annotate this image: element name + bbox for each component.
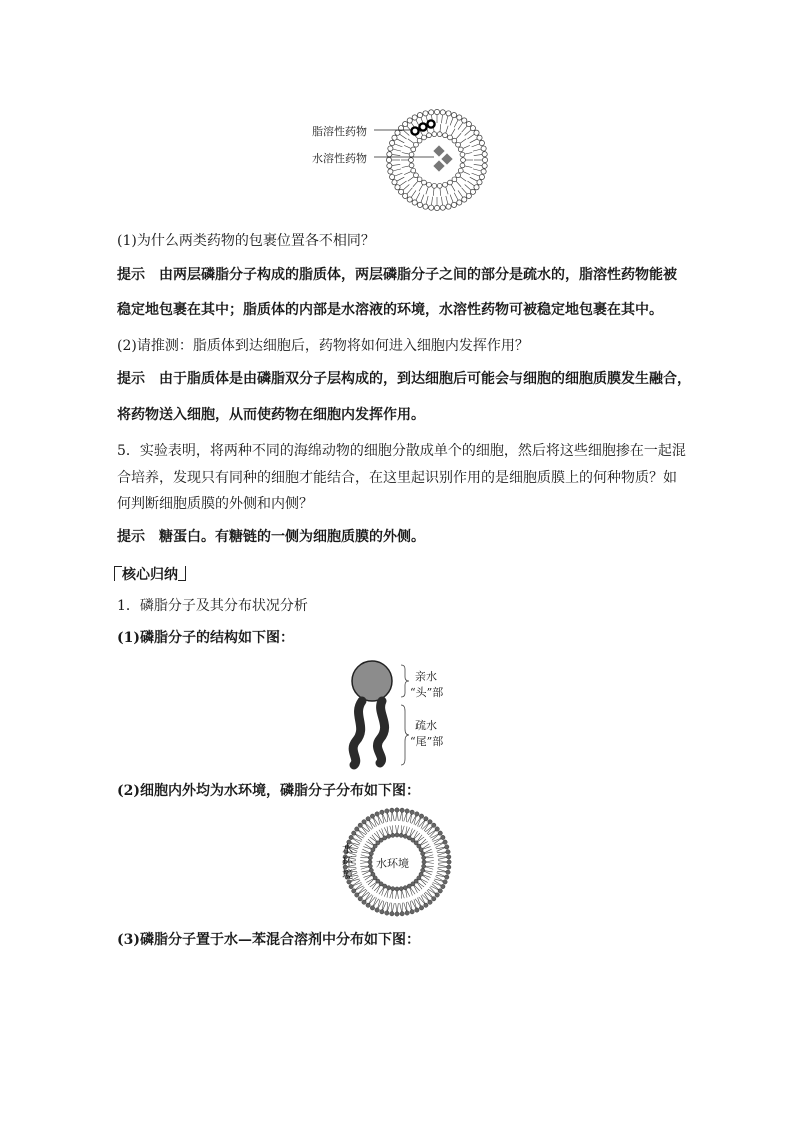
answer-2-line-1: 提示 由于脂质体是由磷脂双分子层构成的，到达细胞后可能会与细胞的细胞质膜发生融合， [117, 371, 691, 387]
section-heading [114, 565, 186, 585]
outer-lipid-head [375, 812, 379, 816]
outer-lipid-head [434, 109, 439, 114]
outer-lipid-head [388, 169, 393, 174]
outer-lipid-head [470, 189, 475, 194]
outer-lipid-head [358, 897, 362, 901]
outer-lipid-head [390, 174, 395, 179]
outer-lipid-head [355, 893, 359, 897]
outer-lipid-head [392, 135, 397, 140]
hydrophilic-head [352, 661, 392, 701]
outer-lipid-head [405, 911, 409, 915]
outer-lipid-head [477, 135, 482, 140]
tail-label-2: “尾”部 [410, 735, 444, 748]
inner-lipid-head [456, 142, 461, 147]
inner-lipid-head [391, 833, 395, 837]
head-brace [401, 665, 409, 697]
inner-lipid-head [383, 836, 387, 840]
inner-lipid-head [419, 848, 423, 852]
inner-lipid-head [403, 886, 407, 890]
inner-lipid-head [369, 852, 373, 856]
outer-lipid-head [375, 908, 379, 912]
section-sub-2: (2)细胞内外均为水环境，磷脂分子分布如下图： [117, 783, 420, 799]
lipid-soluble-drug [411, 127, 418, 134]
inner-lipid-head [411, 168, 416, 173]
tail-label-1: 疏水 [415, 719, 437, 732]
head-label-2: “头”部 [410, 686, 444, 699]
outer-lipid-head [419, 906, 423, 910]
inner-lipid-head [395, 833, 399, 837]
inner-lipid-head [421, 852, 425, 856]
answer-1-line-2: 稳定地包裹在其中；脂质体的内部是水溶液的环境，水溶性药物可被稳定地包裹在其中。 [117, 302, 663, 318]
outer-lipid-head [362, 900, 366, 904]
inner-lipid-head [399, 887, 403, 891]
outer-lipid-head [446, 204, 451, 209]
outer-lipid-head [395, 185, 400, 190]
inner-lipid-head [421, 868, 425, 872]
outside-water-label: 水环境 [342, 842, 353, 881]
outer-lipid-head [479, 174, 484, 179]
inner-lipid-head [387, 886, 391, 890]
outer-lipid-head [474, 130, 479, 135]
outer-lipid-head [441, 884, 445, 888]
inner-lipid-head [391, 887, 395, 891]
outer-lipid-head [390, 808, 394, 812]
outer-lipid-head [441, 835, 445, 839]
inner-lipid-head [432, 132, 437, 137]
outer-lipid-head [387, 163, 392, 168]
outer-lipid-head [466, 121, 471, 126]
inner-lipid-head [437, 183, 442, 188]
outer-lipid-head [447, 865, 451, 869]
outer-lipid-head [432, 823, 436, 827]
inner-lipid-head [432, 183, 437, 188]
outer-lipid-head [457, 115, 462, 120]
outer-lipid-head [432, 897, 436, 901]
inner-lipid-head [399, 833, 403, 837]
outer-lipid-head [438, 831, 442, 835]
phospholipid-diagram [0, 655, 794, 785]
outer-lipid-head [462, 197, 467, 202]
outer-lipid-head [412, 200, 417, 205]
outer-lipid-head [482, 163, 487, 168]
inner-lipid-head [461, 158, 466, 163]
outer-lipid-head [415, 908, 419, 912]
outer-lipid-head [352, 831, 356, 835]
outer-lipid-head [434, 205, 439, 210]
outer-lipid-head [370, 814, 374, 818]
section-item-1: 1．磷脂分子及其分布状况分析 [117, 598, 308, 614]
outer-lipid-head [440, 205, 445, 210]
outer-lipid-head [349, 884, 353, 888]
inner-lipid-head [422, 180, 427, 185]
lipid-soluble-drug [427, 120, 434, 127]
hydrophobic-tail-right [377, 701, 384, 763]
outer-lipid-head [362, 820, 366, 824]
inner-lipid-head [368, 856, 372, 860]
outer-lipid-head [462, 118, 467, 123]
inner-lipid-head [369, 868, 373, 872]
liposome-diagram [0, 0, 794, 230]
inner-lipid-head [403, 834, 407, 838]
inner-lipid-head [427, 182, 432, 187]
inner-lipid-head [443, 182, 448, 187]
inner-lipid-head [411, 147, 416, 152]
outer-lipid-head [429, 205, 434, 210]
outer-lipid-head [428, 820, 432, 824]
outer-lipid-head [424, 817, 428, 821]
outer-lipid-head [366, 817, 370, 821]
head-label-1: 亲水 [415, 670, 437, 683]
outer-lipid-head [407, 118, 412, 123]
outer-lipid-head [481, 169, 486, 174]
inner-lipid-head [409, 158, 414, 163]
outer-lipid-head [443, 840, 447, 844]
outer-lipid-head [470, 126, 475, 131]
lipid-soluble-drug [419, 123, 426, 130]
inner-lipid-head [460, 163, 465, 168]
outer-lipid-head [385, 911, 389, 915]
outer-lipid-head [438, 889, 442, 893]
section-heading-text: 核心归纳 [122, 567, 178, 583]
inner-lipid-head [395, 887, 399, 891]
outer-lipid-head [385, 809, 389, 813]
outer-lipid-head [428, 900, 432, 904]
question-5-line-2: 合培养，发现只有同种的细胞才能结合，在这里起识别作用的是细胞质膜上的何种物质？如 [117, 470, 677, 486]
inner-lipid-head [422, 856, 426, 860]
outer-lipid-head [410, 810, 414, 814]
outer-lipid-head [380, 810, 384, 814]
outer-lipid-head [403, 121, 408, 126]
water-soluble-drug [433, 145, 444, 156]
inner-lipid-head [448, 180, 453, 185]
outer-lipid-head [482, 157, 487, 162]
outer-lipid-head [403, 193, 408, 198]
outer-lipid-head [380, 910, 384, 914]
inner-lipid-head [452, 177, 457, 182]
inner-lipid-head [427, 133, 432, 138]
outer-lipid-head [445, 875, 449, 879]
outer-lipid-head [415, 812, 419, 816]
outer-lipid-head [445, 845, 449, 849]
outer-lipid-head [387, 152, 392, 157]
inner-lipid-head [448, 135, 453, 140]
answer-2-line-2: 将药物送入细胞，从而使药物在细胞内发挥作用。 [117, 407, 425, 423]
outer-lipid-head [435, 827, 439, 831]
outer-lipid-head [400, 808, 404, 812]
outer-lipid-head [446, 870, 450, 874]
inside-water-label: 水环境 [376, 857, 409, 870]
outer-lipid-head [424, 903, 428, 907]
inner-lipid-head [414, 142, 419, 147]
inner-lipid-head [387, 834, 391, 838]
inner-lipid-head [368, 860, 372, 864]
inner-lipid-head [409, 152, 414, 157]
outer-lipid-head [417, 113, 422, 118]
outer-lipid-head [451, 113, 456, 118]
outer-lipid-head [435, 893, 439, 897]
outer-lipid-head [479, 140, 484, 145]
outer-lipid-head [395, 912, 399, 916]
outer-lipid-head [386, 157, 391, 162]
water-soluble-drug [441, 153, 452, 164]
outer-lipid-head [355, 827, 359, 831]
outer-lipid-head [423, 111, 428, 116]
outer-lipid-head [392, 180, 397, 185]
question-1: (1)为什么两类药物的包裹位置各不相同？ [117, 233, 375, 249]
inner-lipid-head [443, 133, 448, 138]
outer-lipid-head [474, 185, 479, 190]
inner-lipid-head [422, 860, 426, 864]
outer-lipid-head [352, 889, 356, 893]
outer-lipid-head [429, 110, 434, 115]
answer-5: 提示 糖蛋白。有糖链的一侧为细胞质膜的外侧。 [117, 529, 425, 545]
outer-lipid-head [447, 855, 451, 859]
inner-lipid-head [407, 884, 411, 888]
inner-lipid-head [417, 138, 422, 143]
outer-lipid-head [405, 809, 409, 813]
question-2: (2)请推测：脂质体到达细胞后，药物将如何进入细胞内发挥作用？ [117, 338, 529, 354]
inner-lipid-head [368, 864, 372, 868]
inner-lipid-head [417, 177, 422, 182]
outer-lipid-head [457, 200, 462, 205]
outer-lipid-head [482, 152, 487, 157]
outer-lipid-head [358, 823, 362, 827]
water-soluble-drug [433, 160, 444, 171]
inner-lipid-head [437, 132, 442, 137]
outer-lipid-head [395, 808, 399, 812]
inner-lipid-head [460, 152, 465, 157]
section-sub-3: (3)磷脂分子置于水—苯混合溶剂中分布如下图： [117, 932, 420, 948]
hydrophobic-tail-left [353, 701, 362, 765]
outer-lipid-head [390, 140, 395, 145]
outer-lipid-head [440, 110, 445, 115]
section-sub-1: (1)磷脂分子的结构如下图： [117, 630, 294, 646]
outer-lipid-head [390, 912, 394, 916]
outer-lipid-head [477, 180, 482, 185]
inner-lipid-head [458, 168, 463, 173]
outer-lipid-head [481, 146, 486, 151]
outer-lipid-head [447, 860, 451, 864]
outer-lipid-head [398, 189, 403, 194]
outer-lipid-head [446, 850, 450, 854]
inner-lipid-head [414, 173, 419, 178]
outer-lipid-head [417, 202, 422, 207]
question-5-line-1: 5．实验表明，将两种不同的海绵动物的细胞分散成单个的细胞，然后将这些细胞掺在一起混 [117, 443, 686, 459]
lipid-drug-label: 脂溶性药物 [312, 125, 367, 138]
outer-lipid-head [407, 197, 412, 202]
inner-lipid-head [422, 864, 426, 868]
outer-lipid-head [400, 912, 404, 916]
outer-lipid-head [451, 202, 456, 207]
inner-lipid-head [371, 872, 375, 876]
outer-lipid-head [443, 880, 447, 884]
outer-lipid-head [349, 835, 353, 839]
outer-lipid-head [466, 193, 471, 198]
outer-lipid-head [412, 115, 417, 120]
outer-lipid-head [366, 903, 370, 907]
outer-lipid-head [419, 814, 423, 818]
question-5-line-3: 何判断细胞质膜的外侧和内侧？ [117, 496, 313, 512]
outer-lipid-head [395, 130, 400, 135]
inner-lipid-head [452, 138, 457, 143]
outer-lipid-head [410, 910, 414, 914]
inner-lipid-head [422, 135, 427, 140]
inner-lipid-head [458, 147, 463, 152]
inner-lipid-head [409, 163, 414, 168]
answer-1-line-1: 提示 由两层磷脂分子构成的脂质体，两层磷脂分子之间的部分是疏水的，脂溶性药物能被 [117, 267, 677, 283]
outer-lipid-head [446, 111, 451, 116]
outer-lipid-head [370, 906, 374, 910]
water-drug-label: 水溶性药物 [312, 152, 367, 165]
outer-lipid-head [423, 204, 428, 209]
outer-lipid-head [388, 146, 393, 151]
tail-brace [401, 705, 409, 765]
inner-lipid-head [456, 173, 461, 178]
